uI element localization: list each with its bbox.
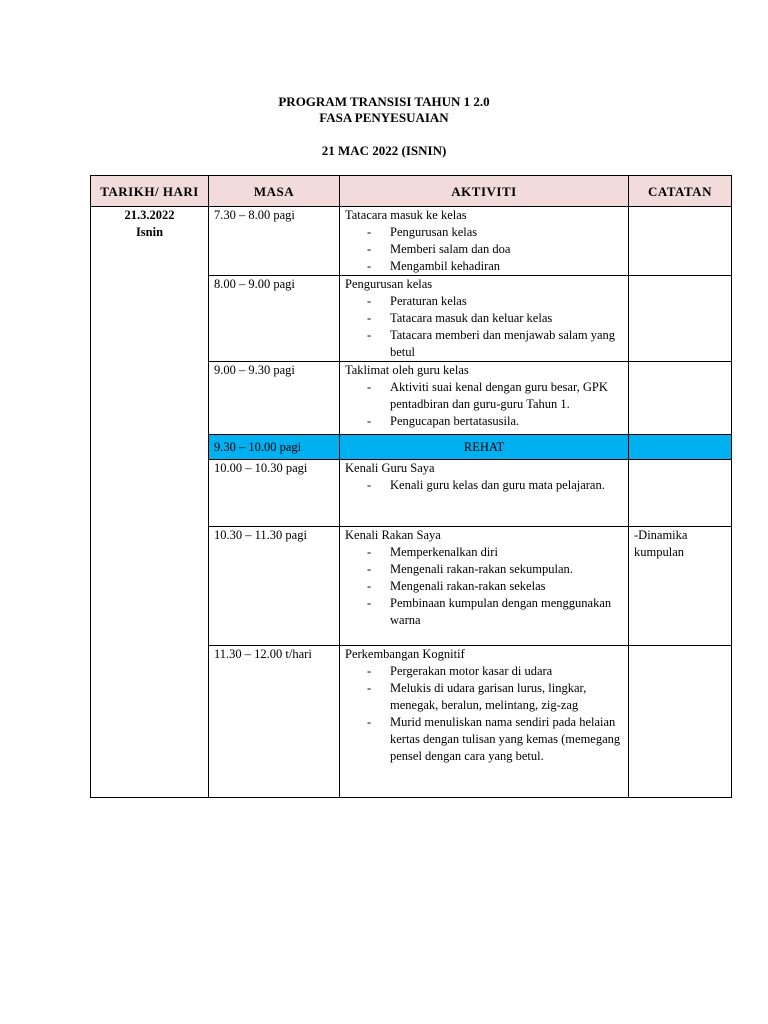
col-header-date: TARIKH/ HARI xyxy=(91,176,209,207)
bullet-dash-icon: - xyxy=(367,715,372,729)
bullet-dash-icon: - xyxy=(367,478,372,492)
time-cell: 7.30 – 8.00 pagi xyxy=(209,207,340,276)
date-cell xyxy=(91,207,209,798)
date-value: 21.3.2022 xyxy=(124,208,175,222)
notes-cell xyxy=(629,362,732,435)
notes-cell xyxy=(629,460,732,527)
table-row xyxy=(91,207,732,276)
activity-item-text: Peraturan kelas xyxy=(390,294,467,308)
activity-item xyxy=(345,544,623,561)
activity-item xyxy=(345,714,623,765)
activity-item-text: Tatacara memberi dan menjawab salam yang betul xyxy=(390,328,616,359)
activity-item-text: Memberi salam dan doa xyxy=(390,242,511,256)
activity-item-list xyxy=(345,379,623,430)
bullet-dash-icon: - xyxy=(367,681,372,695)
activity-item-list xyxy=(345,293,623,361)
activity-item xyxy=(345,379,623,413)
bullet-dash-icon: - xyxy=(367,294,372,308)
activity-item-text: Mengambil kehadiran xyxy=(390,259,501,273)
time-cell: 8.00 – 9.00 pagi xyxy=(209,276,340,362)
bullet-dash-icon: - xyxy=(367,545,372,559)
activity-item xyxy=(345,224,623,241)
program-title: PROGRAM TRANSISI TAHUN 1 2.0 xyxy=(278,94,490,109)
bullet-dash-icon: - xyxy=(367,579,372,593)
activity-item-text: Pengucapan bertatasusila. xyxy=(390,414,520,428)
activity-item-text: Pengurusan kelas xyxy=(390,225,478,239)
notes-cell xyxy=(629,646,732,798)
activity-title: Kenali Guru Saya xyxy=(345,461,435,475)
bullet-dash-icon: - xyxy=(367,664,372,678)
activity-cell xyxy=(340,460,629,527)
activity-cell xyxy=(340,276,629,362)
activity-item xyxy=(345,241,623,258)
activity-item-text: Aktiviti suai kenal dengan guru besar, GPK pentadbiran dan guru-guru Tahun 1. xyxy=(390,380,608,411)
time-cell: 10.00 – 10.30 pagi xyxy=(209,460,340,527)
table-header-row xyxy=(91,176,732,207)
bullet-dash-icon: - xyxy=(367,242,372,256)
notes-cell xyxy=(629,276,732,362)
activity-item xyxy=(345,578,623,595)
activity-title: REHAT xyxy=(463,439,505,454)
activity-title: Pengurusan kelas xyxy=(345,277,433,291)
time-cell: 9.00 – 9.30 pagi xyxy=(209,362,340,435)
bullet-dash-icon: - xyxy=(367,414,372,428)
time-cell: 9.30 – 10.00 pagi xyxy=(209,435,340,460)
activity-item-list xyxy=(345,663,623,765)
activity-item-text: Tatacara masuk dan keluar kelas xyxy=(390,311,553,325)
activity-title: Tatacara masuk ke kelas xyxy=(345,208,467,222)
activity-item xyxy=(345,663,623,680)
date-heading: 21 MAC 2022 (ISNIN) xyxy=(321,143,447,158)
activity-item-list xyxy=(345,477,623,494)
activity-title: Perkembangan Kognitif xyxy=(345,647,465,661)
phase-title: FASA PENYESUAIAN xyxy=(319,110,449,125)
activity-title: Kenali Rakan Saya xyxy=(345,528,441,542)
bullet-dash-icon: - xyxy=(367,311,372,325)
activity-title: Taklimat oleh guru kelas xyxy=(345,363,469,377)
bullet-dash-icon: - xyxy=(367,225,372,239)
activity-cell xyxy=(340,207,629,276)
schedule-table xyxy=(90,175,732,798)
activity-item-text: Murid menuliskan nama sendiri pada helaian kertas dengan tulisan yang kemas (memegang pensel dengan cara yang betul. xyxy=(390,715,621,763)
day-value: Isnin xyxy=(135,225,164,239)
activity-item xyxy=(345,258,623,275)
activity-item-list xyxy=(345,544,623,629)
col-header-activity: AKTIVITI xyxy=(340,176,629,207)
activity-item-text: Mengenali rakan-rakan sekelas xyxy=(390,579,546,593)
activity-item-text: Melukis di udara garisan lurus, lingkar, menegak, beralun, melintang, zig-zag xyxy=(390,681,587,712)
activity-item xyxy=(345,477,623,494)
bullet-dash-icon: - xyxy=(367,562,372,576)
activity-item-text: Kenali guru kelas dan guru mata pelajaran. xyxy=(390,478,605,492)
activity-item-list xyxy=(345,224,623,275)
bullet-dash-icon: - xyxy=(367,328,372,342)
activity-item-text: Mengenali rakan-rakan sekumpulan. xyxy=(390,562,573,576)
activity-item xyxy=(345,310,623,327)
activity-cell xyxy=(340,646,629,798)
col-header-time: MASA xyxy=(209,176,340,207)
notes-cell xyxy=(629,207,732,276)
time-cell: 11.30 – 12.00 t/hari xyxy=(209,646,340,798)
notes-cell xyxy=(629,435,732,460)
activity-item xyxy=(345,413,623,430)
bullet-dash-icon: - xyxy=(367,380,372,394)
activity-item xyxy=(345,595,623,629)
time-cell: 10.30 – 11.30 pagi xyxy=(209,527,340,646)
activity-item xyxy=(345,561,623,578)
activity-item xyxy=(345,293,623,310)
notes-cell: -Dinamika kumpulan xyxy=(629,527,732,646)
col-header-notes: CATATAN xyxy=(629,176,732,207)
activity-cell xyxy=(340,362,629,435)
activity-item-text: Memperkenalkan diri xyxy=(390,545,498,559)
activity-item xyxy=(345,680,623,714)
bullet-dash-icon: - xyxy=(367,596,372,610)
schedule-body xyxy=(91,207,732,798)
activity-cell xyxy=(340,527,629,646)
activity-item-text: Pergerakan motor kasar di udara xyxy=(390,664,553,678)
activity-cell xyxy=(340,435,629,460)
bullet-dash-icon: - xyxy=(367,259,372,273)
activity-item-text: Pembinaan kumpulan dengan menggunakan warna xyxy=(390,596,612,627)
activity-item xyxy=(345,327,623,361)
